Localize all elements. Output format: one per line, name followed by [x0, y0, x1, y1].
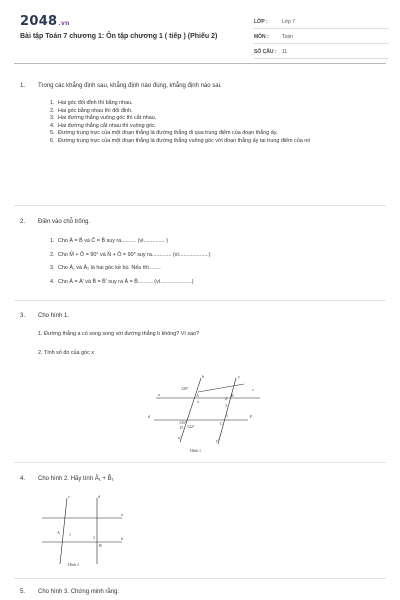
list-item: 5. Đường trung trực của một đoạn thẳng là đường thẳng đi qua trung điểm của đoạn thẳng ấy. — [50, 130, 278, 136]
list-item: 3. Hai đường thẳng vuông góc thì cắt nhau. — [50, 115, 157, 121]
svg-text:1: 1 — [226, 413, 228, 418]
figure-2 — [40, 492, 130, 572]
list-item: 6. Đường trung trực của một đoạn thẳng là đường thẳng vuông góc với đoạn thẳng ấy tại trung điểm của nó — [50, 137, 311, 144]
svg-text:Hình 2: Hình 2 — [68, 562, 79, 567]
section-divider — [14, 578, 386, 579]
svg-text:A: A — [57, 530, 60, 535]
svg-text:b: b — [202, 374, 204, 379]
list-item: 4. Cho Â = Â' và B̂ = B̂' suy ra Â = B̂.......... (vì.....................) — [50, 278, 194, 285]
meta-row-class: LỚP : Lớp 7 — [254, 16, 389, 29]
site-logo[interactable]: 2048.vn — [20, 14, 70, 29]
svg-text:F: F — [250, 414, 253, 419]
list-item: 1. Cho Â = B̂ và Ĉ = B̂ suy ra.......... (vì.............. ) — [50, 238, 168, 244]
list-item: 1. Hai góc đối đỉnh thì bằng nhau. — [50, 100, 133, 106]
section-divider — [14, 300, 386, 301]
question-3-sub-2: 2. Tính số đo của góc x — [38, 350, 94, 356]
svg-text:x: x — [197, 399, 199, 404]
meta-row-count: SỐ CÂU : 11 — [254, 46, 389, 59]
svg-text:Hình 1: Hình 1 — [190, 448, 201, 453]
meta-row-subject: MÔN : Toán — [254, 31, 389, 44]
svg-text:d: d — [148, 414, 150, 419]
svg-text:B: B — [99, 543, 102, 548]
header-divider — [14, 63, 386, 64]
svg-text:D: D — [180, 425, 183, 430]
list-item: 2. Hai góc bằng nhau thì đối đỉnh. — [50, 107, 133, 114]
meta-table — [254, 16, 389, 61]
svg-text:135°: 135° — [179, 420, 187, 425]
svg-text:3: 3 — [225, 403, 227, 408]
list-item: 4. Hai đường thẳng cắt nhau thì vuông góc. — [50, 122, 157, 129]
svg-text:d: d — [98, 494, 100, 499]
worksheet-page: 2048.vn Bài tập Toán 7 chương 1: Ôn tập chương 1 ( tiếp ) (Phiếu 2) LỚP : Lớp 7 MÔN : Toán SỐ CÂU : 11 1. Trong các khẳng định sau, khẳng định nào đúng, khẳng định nào sai. 1. Hai góc đối đỉnh thì bằng nhau. 2. Hai góc bằng nhau thì đối đỉnh. 3. Hai đường thẳng vuông góc thì cắt nhau. 4. Hai đường thẳng cắt nhau thì vuông góc. 5. Đường trung trực của một đoạn thẳng là đường thẳng đi qua trung điểm của đoạn thẳng ấy. 6. Đường trung trực của một đoạn thẳng là đường thẳng vuông góc với đoạn thẳng ấy tại trung điểm của nó 2. Điền vào chỗ trống. 1. Cho Â = B̂ và Ĉ = B̂ suy ra.......... (vì.............. ) 2. Cho M̂ + Ô = 90° và N̂ + Ô = 90° suy ra............. (vì....................) 3. Cho Â₁ và Â₂ là hai góc kề bù. Nếu thì........ 4. Cho Â = Â' và B̂ = B̂' suy ra Â = B̂.......... (vì.....................) 3. Cho hình 1. 1. Đường thẳng a có song song với đường thẳng b không? Vì sao? 2. Tính số đo của góc x a d F c b y 120° A B 2 3 1 C 135° D 122° x' y' x Hình 1 4. Cho hình 2. Hãy tính Â₁ + B̂₁ c d a b A B 1 1 Hình 2 5. Cho hình 3. Chứng minh rằng: — [0, 0, 400, 600]
section-divider — [14, 205, 386, 206]
svg-text:y': y' — [216, 438, 219, 443]
svg-text:122°: 122° — [187, 424, 195, 429]
question-1-items — [50, 100, 370, 145]
svg-text:2: 2 — [225, 396, 227, 401]
svg-text:1: 1 — [93, 535, 95, 540]
question-2-items — [50, 238, 370, 286]
list-item: 3. Cho Â₁ và Â₂ là hai góc kề bù. Nếu thì........ — [50, 265, 161, 271]
svg-text:c: c — [252, 387, 254, 392]
figure-1 — [140, 370, 270, 455]
svg-text:x': x' — [178, 435, 181, 440]
svg-text:a: a — [121, 512, 123, 517]
question-3-sub-1: 1. Đường thẳng a có song song với đường thẳng b không? Vì sao? — [38, 331, 200, 337]
svg-text:120°: 120° — [181, 386, 189, 391]
svg-text:b: b — [121, 536, 123, 541]
svg-text:c: c — [68, 494, 70, 499]
header — [14, 12, 386, 62]
svg-text:C: C — [220, 421, 223, 426]
section-divider — [14, 462, 386, 463]
svg-text:1: 1 — [69, 532, 71, 537]
list-item: 2. Cho M̂ + Ô = 90° và N̂ + Ô = 90° suy ra............. (vì....................) — [50, 251, 211, 258]
svg-text:y: y — [238, 374, 240, 379]
svg-text:B: B — [231, 393, 234, 398]
svg-text:a: a — [158, 392, 160, 397]
document-title: Bài tập Toán 7 chương 1: Ôn tập chương 1 ( tiếp ) (Phiếu 2) — [20, 33, 218, 40]
svg-text:A: A — [196, 393, 199, 398]
